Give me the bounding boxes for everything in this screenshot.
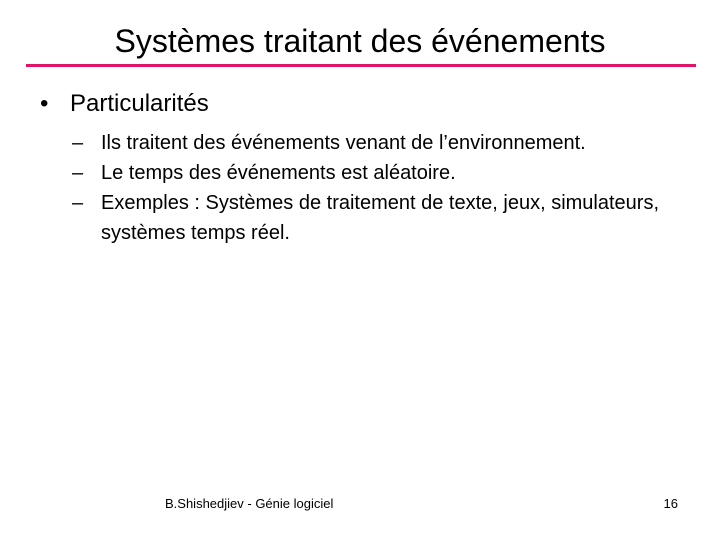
sub-bullet-text: Exemples : Systèmes de traitement de texte, jeux, simulateurs, systèmes temps réel. (101, 192, 660, 244)
dash-symbol: – (72, 162, 84, 184)
main-bullet-item (40, 89, 209, 119)
title-underline (26, 64, 696, 67)
sub-bullet-text: Le temps des événements est aléatoire. (101, 162, 456, 184)
sub-bullet-item (72, 158, 702, 188)
page-number: 16 (663, 496, 678, 511)
sub-bullet-item (72, 128, 702, 158)
footer-author: B.Shishedjiev - Génie logiciel (165, 496, 334, 511)
sub-bullet-list (72, 128, 702, 248)
sub-bullet-text: Ils traitent des événements venant de l’environnement. (101, 132, 586, 154)
slide-title: Systèmes traitant des événements (114, 23, 606, 59)
bullet-symbol: • (40, 90, 49, 117)
sub-bullet-item (72, 188, 702, 248)
dash-symbol: – (72, 132, 84, 154)
main-bullet-text: Particularités (70, 90, 209, 117)
dash-symbol: – (72, 192, 84, 214)
